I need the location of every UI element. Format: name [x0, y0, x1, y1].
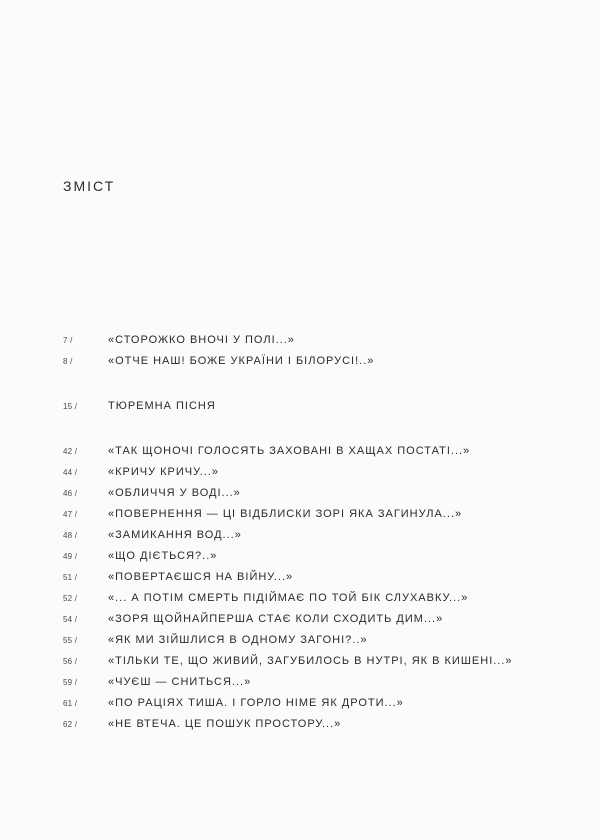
toc-entry	[63, 483, 583, 503]
toc-title: «ТІЛЬКИ ТЕ, ЩО ЖИВИЙ, ЗАГУБИЛОСЬ В НУТРІ, ЯК В КИШЕНІ...»	[108, 655, 513, 667]
toc-page-number: 54 /	[63, 614, 78, 624]
toc-entry	[63, 462, 583, 482]
toc-entry	[63, 609, 583, 629]
toc-entry	[63, 330, 583, 350]
toc-title: «ПО РАЦІЯХ ТИША. І ГОРЛО НІМЕ ЯК ДРОТИ...»	[108, 697, 404, 709]
toc-title: «ПОВЕРНЕННЯ — ЦІ ВІДБЛИСКИ ЗОРІ ЯКА ЗАГИНУЛА...»	[108, 508, 463, 520]
toc-title: «ЧУЄШ — СНИТЬСЯ...»	[108, 676, 252, 688]
toc-title: «ТАК ЩОНОЧІ ГОЛОСЯТЬ ЗАХОВАНІ В ХАЩАХ ПОСТАТІ...»	[108, 445, 471, 457]
toc-page-number: 15 /	[63, 401, 78, 411]
toc-entry	[63, 693, 583, 713]
toc-title: «СТОРОЖКО ВНОЧІ У ПОЛІ...»	[108, 334, 295, 346]
toc-page-number: 7 /	[63, 335, 73, 345]
toc-page-number: 56 /	[63, 656, 78, 666]
toc-page-number: 46 /	[63, 488, 78, 498]
toc-entry	[63, 651, 583, 671]
toc-entry	[63, 396, 583, 416]
toc-entry	[63, 504, 583, 524]
toc-page-number: 51 /	[63, 572, 78, 582]
toc-page-number: 62 /	[63, 719, 78, 729]
toc-entry	[63, 672, 583, 692]
toc-entry	[63, 567, 583, 587]
toc-page-number: 44 /	[63, 467, 78, 477]
toc-entry	[63, 525, 583, 545]
toc-title: «ЗОРЯ ЩОЙНАЙПЕРША СТАЄ КОЛИ СХОДИТЬ ДИМ...»	[108, 613, 444, 625]
toc-title: «НЕ ВТЕЧА. ЦЕ ПОШУК ПРОСТОРУ...»	[108, 718, 342, 730]
toc-page-number: 55 /	[63, 635, 78, 645]
toc-title: «ОТЧЕ НАШ! БОЖЕ УКРАЇНИ І БІЛОРУСІ!..»	[108, 355, 375, 367]
toc-title: «КРИЧУ КРИЧУ...»	[108, 466, 219, 478]
toc-title: «... А ПОТІМ СМЕРТЬ ПІДІЙМАЄ ПО ТОЙ БІК СЛУХАВКУ...»	[108, 592, 469, 604]
toc-entry	[63, 546, 583, 566]
toc-page-number: 47 /	[63, 509, 78, 519]
toc-page-number: 61 /	[63, 698, 78, 708]
toc-title: «ОБЛИЧЧЯ У ВОДІ...»	[108, 487, 241, 499]
toc-title: «ЩО ДІЄТЬСЯ?..»	[108, 550, 218, 562]
toc-page-number: 59 /	[63, 677, 78, 687]
toc-page-number: 42 /	[63, 446, 78, 456]
toc-title: «ПОВЕРТАЄШСЯ НА ВІЙНУ...»	[108, 571, 294, 583]
toc-page-number: 49 /	[63, 551, 78, 561]
toc-title: «ЯК МИ ЗІЙШЛИСЯ В ОДНОМУ ЗАГОНІ?..»	[108, 634, 368, 646]
toc-entry	[63, 441, 583, 461]
toc-page-number: 48 /	[63, 530, 78, 540]
toc-title: «ЗАМИКАННЯ ВОД...»	[108, 529, 242, 541]
toc-heading: ЗМІСТ	[63, 178, 116, 194]
toc-title: ТЮРЕМНА ПІСНЯ	[108, 400, 216, 412]
toc-entry	[63, 714, 583, 734]
toc-entry	[63, 588, 583, 608]
toc-page-number: 8 /	[63, 356, 73, 366]
toc-page-number: 52 /	[63, 593, 78, 603]
toc-entry	[63, 351, 583, 371]
toc-entry	[63, 630, 583, 650]
